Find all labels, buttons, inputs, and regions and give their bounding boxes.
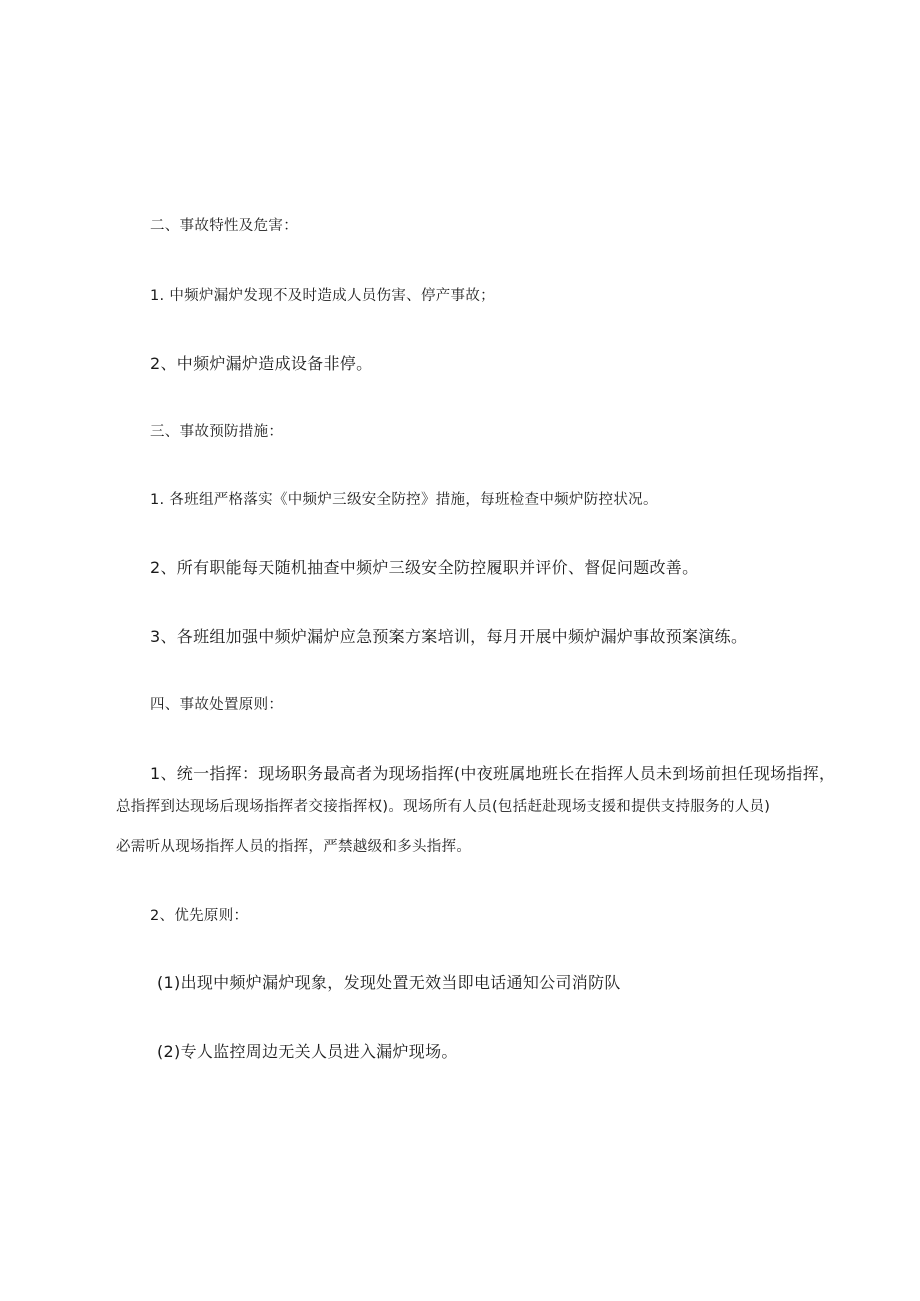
principle-1-line-3: 必需听从现场指挥人员的指挥，严禁越级和多头指挥。 [116,839,472,855]
hazard-item-2: 2、中频炉漏炉造成设备非停。 [150,354,373,373]
principle-1-line-1: 1、统一指挥：现场职务最高者为现场指挥(中夜班属地班长在指挥人员未到场前担任现场指挥， [150,764,836,783]
prevention-item-3: 3、各班组加强中频炉漏炉应急预案方案培训，每月开展中频炉漏炉事故预案演练。 [150,627,748,646]
section-heading-hazards: 二、事故特性及危害： [150,218,298,234]
hazard-item-1: 1. 中频炉漏炉发现不及时造成人员伤害、停产事故； [150,288,495,304]
section-heading-principles: 四、事故处置原则： [150,697,284,713]
prevention-item-2: 2、所有职能每天随机抽查中频炉三级安全防控履职并评价、督促问题改善。 [150,558,699,577]
section-heading-prevention: 三、事故预防措施： [150,424,284,440]
principle-1-line-2: 总指挥到达现场后现场指挥者交接指挥权)。现场所有人员(包括赶赴现场支援和提供支持服务的人员) [116,799,771,815]
prevention-item-1: 1. 各班组严格落实《中频炉三级安全防控》措施，每班检查中频炉防控状况。 [150,492,658,508]
principle-2-heading: 2、优先原则： [150,908,249,924]
principle-2-item-1: (1)出现中频炉漏炉现象，发现处置无效当即电话通知公司消防队 [157,973,621,992]
principle-2-item-2: (2)专人监控周边无关人员进入漏炉现场。 [157,1042,458,1061]
